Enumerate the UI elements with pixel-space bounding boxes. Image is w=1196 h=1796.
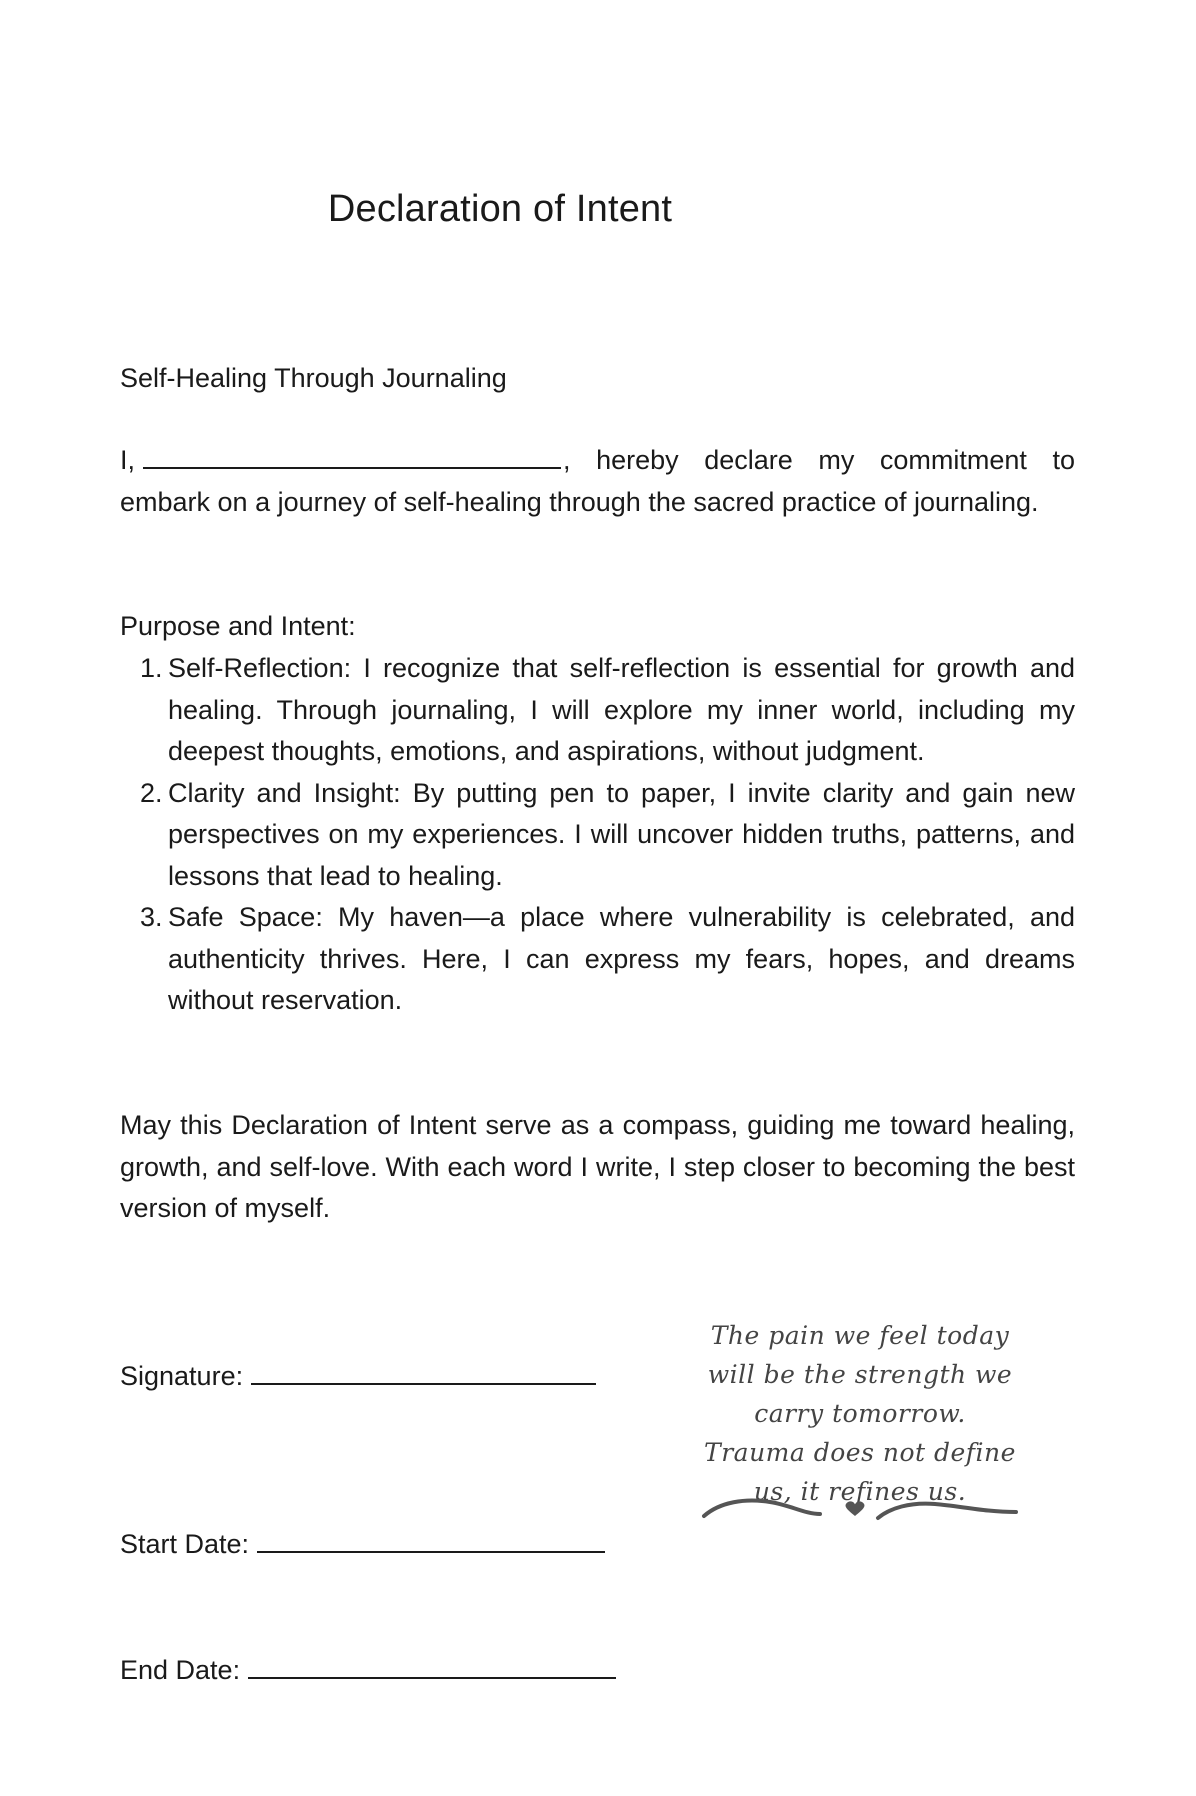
- script-quote: The pain we feel today will be the strength we carry tomorrow. Trauma does not define us, it refines us.: [704, 1321, 1016, 1506]
- declaration-paragraph: [120, 440, 1075, 523]
- purpose-item: [120, 773, 1075, 898]
- purpose-item-number: 2.: [140, 777, 163, 808]
- signature-field: [120, 1356, 596, 1396]
- purpose-item: [120, 648, 1075, 773]
- purpose-item: [120, 897, 1075, 1022]
- subtitle: Self-Healing Through Journaling: [120, 363, 507, 393]
- end-date-label: End Date:: [120, 1655, 241, 1685]
- end-date-field: [120, 1650, 616, 1690]
- signature-label: Signature:: [120, 1361, 244, 1391]
- purpose-item-number: 1.: [140, 653, 163, 683]
- start-date-line[interactable]: [257, 1525, 605, 1553]
- purpose-list: [120, 648, 1075, 1022]
- purpose-item-number: 3.: [140, 902, 163, 932]
- start-date-label: Start Date:: [120, 1529, 250, 1559]
- page-title: Declaration of Intent: [327, 188, 673, 230]
- purpose-item-text: Self-Reflection: I recognize that self-reflection is essential for growth and healing. Through journaling, I will explore my inner world, including my deepest thoughts, emotions, and aspirations, without judgment.: [168, 653, 1075, 766]
- name-blank-line[interactable]: [143, 443, 561, 469]
- purpose-item-text: Clarity and Insight: By putting pen to paper, I invite clarity and gain new perspectives on my experiences. I will uncover hidden truths, patterns, and lessons that lead to healing.: [168, 777, 1075, 891]
- declaration-prefix: I,: [120, 445, 136, 475]
- heart-flourish-icon: [700, 1492, 1020, 1532]
- purpose-item-text: Safe Space: My haven—a place where vulnerability is celebrated, and authenticity thrives. Here, I can express my fears, hopes, and dreams without reservation.: [168, 902, 1075, 1015]
- signature-line[interactable]: [251, 1357, 596, 1385]
- declaration-suffix: , hereby declare my commitment to embark on a journey of self-healing through the sacred practice of journaling.: [120, 445, 1075, 517]
- start-date-field: [120, 1524, 605, 1564]
- purpose-heading: Purpose and Intent:: [120, 611, 356, 641]
- end-date-line[interactable]: [248, 1651, 616, 1679]
- closing-paragraph: May this Declaration of Intent serve as a compass, guiding me toward healing, growth, and self-love. With each word I write, I step closer to becoming the best version of myself.: [120, 1110, 1075, 1223]
